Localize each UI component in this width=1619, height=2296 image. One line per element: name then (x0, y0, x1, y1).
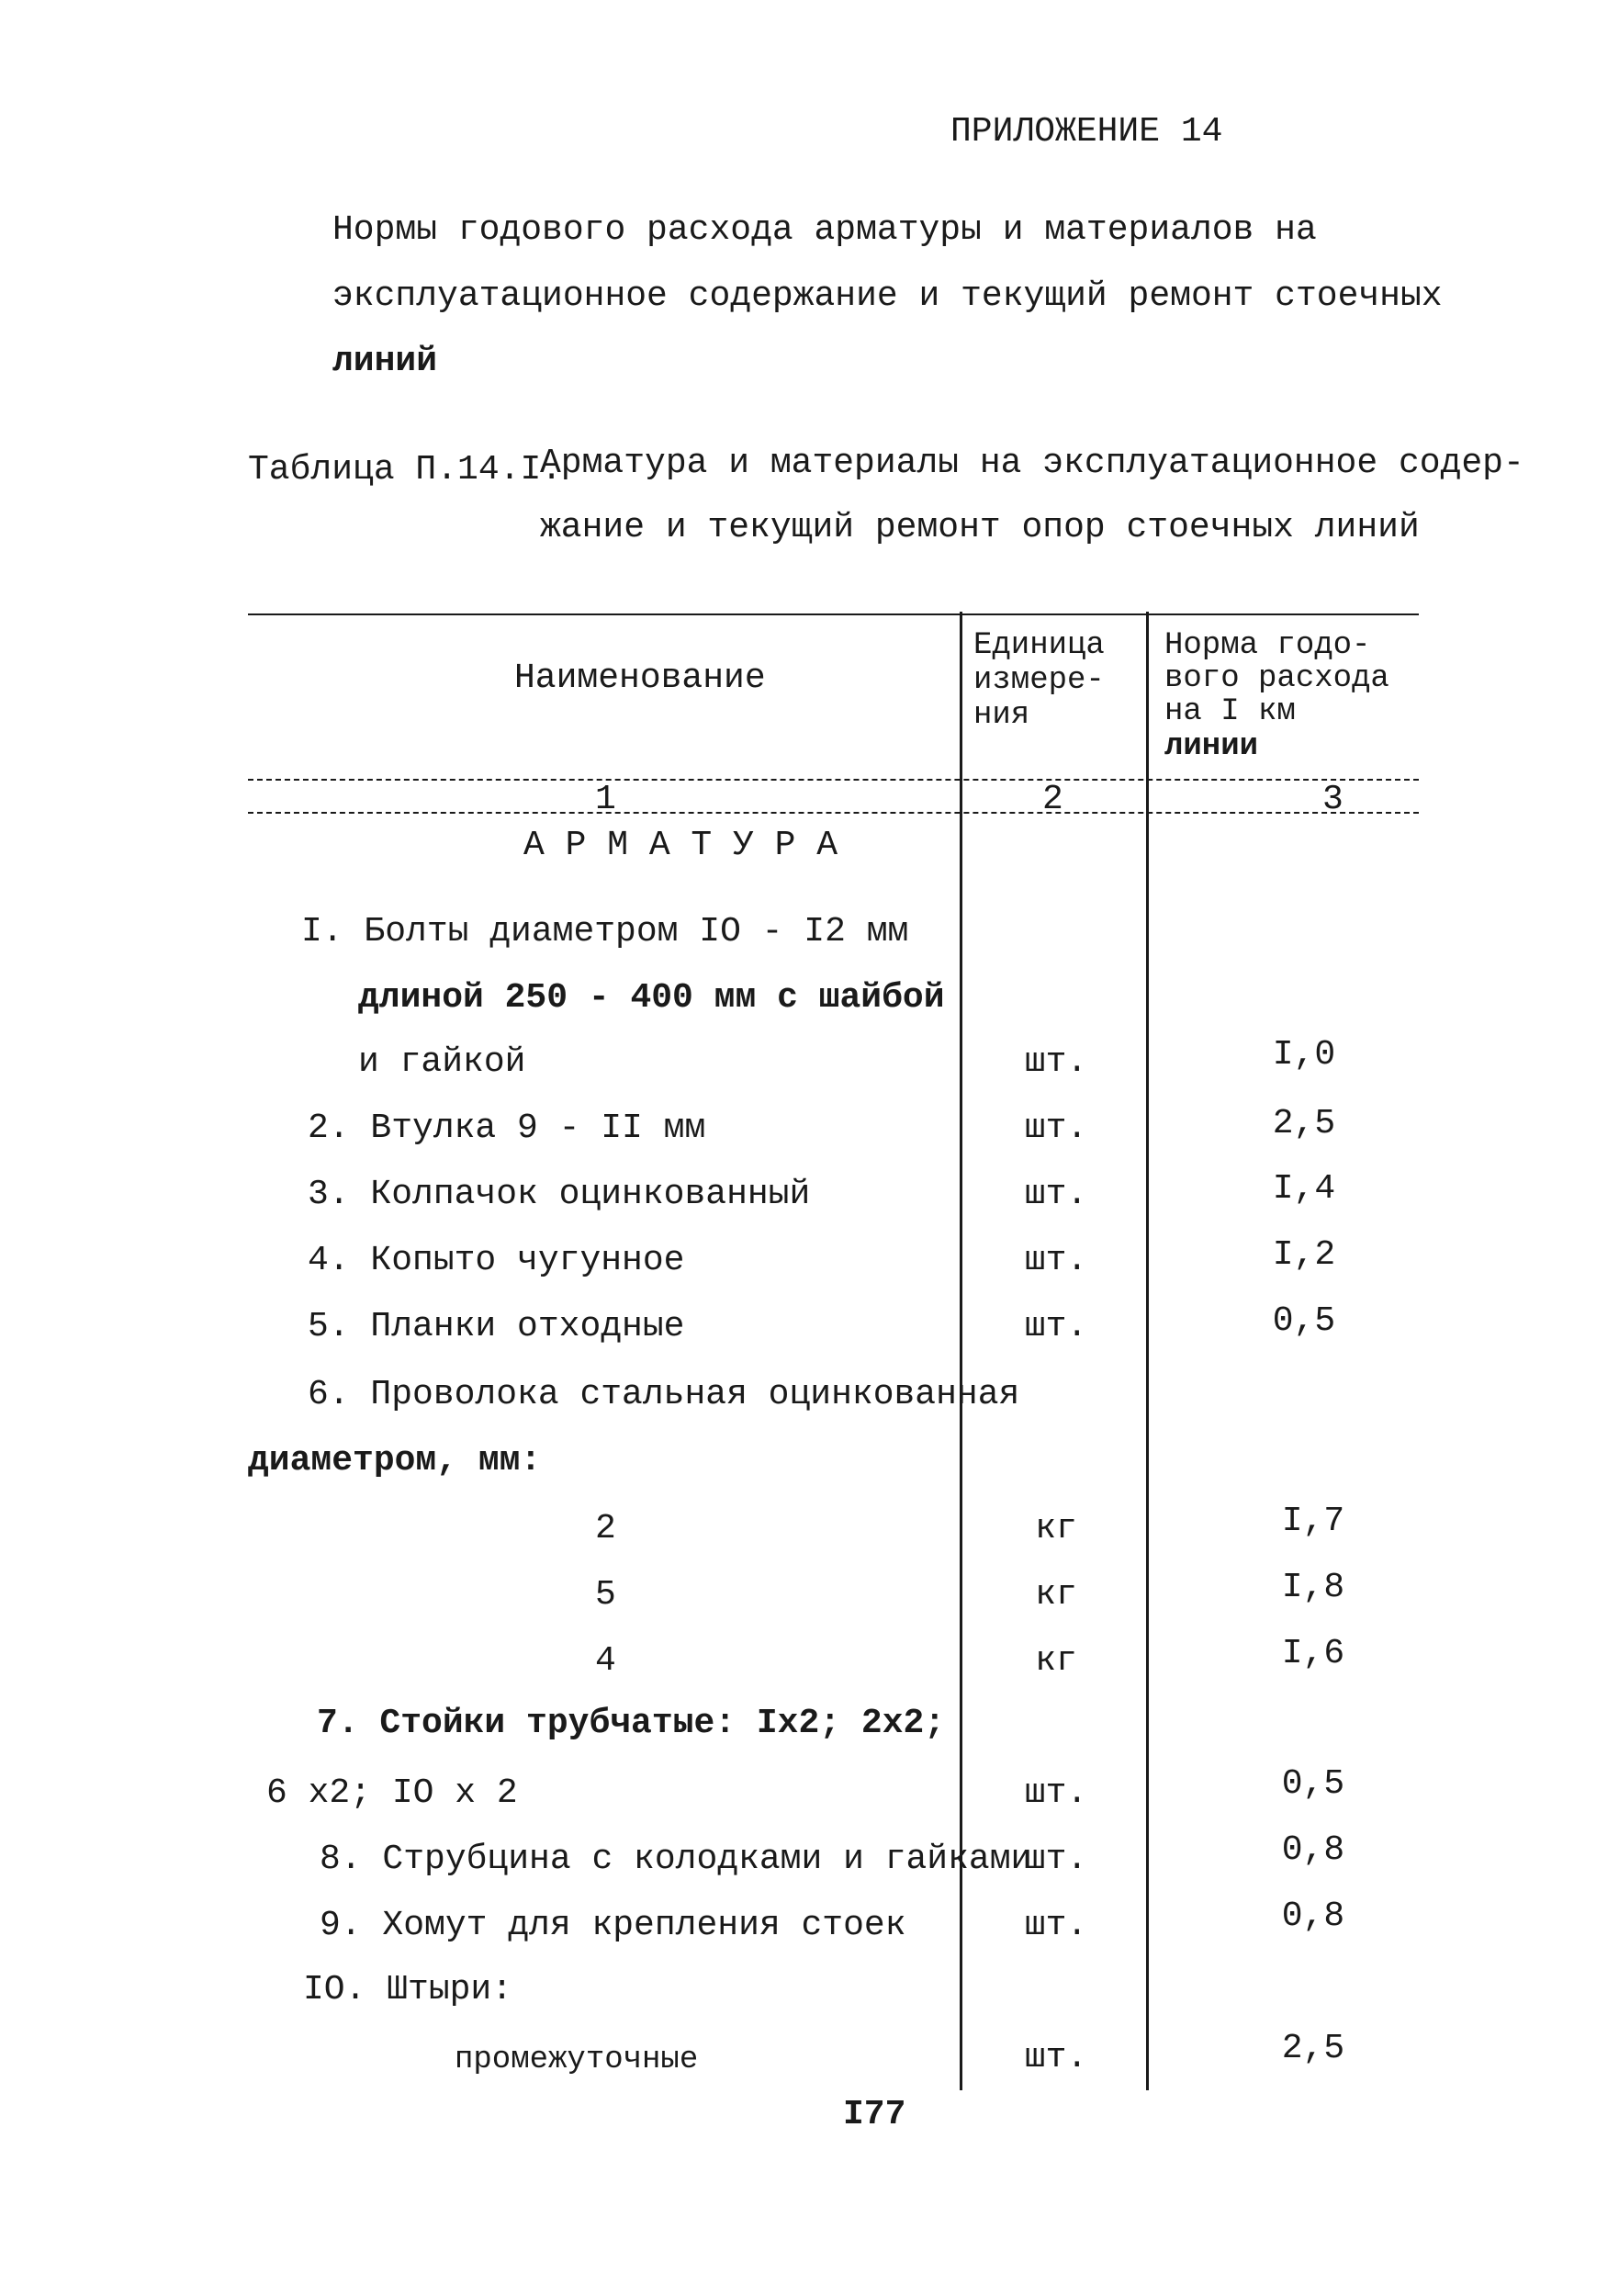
header-unit-line-2: измере- (973, 663, 1105, 698)
table-row-name: 3. Колпачок оцинкованный (308, 1175, 811, 1214)
table-row-norm: 0,8 (1281, 1896, 1345, 1936)
table-row-norm: I,6 (1281, 1634, 1345, 1673)
heading-line-1: Нормы годового расхода арматуры и материалов на (332, 210, 1317, 250)
heading-line-2: эксплуатационное содержание и текущий ремонт стоечных (332, 276, 1443, 316)
table-row-name: IO. Штыри: (303, 1970, 513, 2009)
header-unit-line-1: Единица (973, 628, 1105, 663)
table-row-name: 5. Планки отходные (308, 1307, 685, 1346)
table-row-norm: 2,5 (1281, 2029, 1345, 2068)
column-number-3: 3 (1322, 780, 1344, 819)
table-row-unit: шт. (1024, 1773, 1088, 1813)
header-norm-line-3: на I км (1164, 694, 1296, 729)
table-row-unit: шт. (1024, 1906, 1088, 1945)
table-row-unit: кг (1035, 1509, 1077, 1548)
table-colnum-rule (248, 812, 1419, 814)
header-unit-line-3: ния (973, 698, 1030, 733)
table-row-norm: 2,5 (1272, 1104, 1336, 1143)
table-row-unit: кг (1035, 1641, 1077, 1681)
table-row-name: 2. Втулка 9 - II мм (308, 1109, 706, 1148)
table-row-name: 2 (595, 1509, 616, 1548)
table-caption-line-1: Арматура и материалы на эксплуатационное содер- (540, 444, 1524, 483)
table-row-name: 5 (595, 1575, 616, 1615)
table-top-rule (248, 613, 1419, 615)
appendix-title: ПРИЛОЖЕНИЕ 14 (950, 112, 1223, 152)
table-row-name: и гайкой (358, 1042, 526, 1082)
table-header-rule (248, 779, 1419, 781)
header-name: Наименование (514, 658, 766, 698)
table-row-name: 6 х2; IO х 2 (266, 1773, 518, 1813)
table-row-norm: I,0 (1272, 1035, 1336, 1075)
column-number-1: 1 (595, 780, 616, 819)
table-row-norm: 0,5 (1272, 1301, 1336, 1341)
table-row-norm: I,4 (1272, 1169, 1336, 1209)
table-row-norm: I,2 (1272, 1235, 1336, 1275)
table-row-norm: I,8 (1281, 1568, 1345, 1607)
table-row-unit: кг (1035, 1575, 1077, 1615)
table-row-unit: шт. (1024, 1109, 1088, 1148)
table-row-name: 8. Струбцина с колодками и гайками (320, 1840, 1032, 1879)
table-caption-label: Таблица П.14.I. (248, 450, 563, 490)
table-row-unit: шт. (1024, 1042, 1088, 1082)
table-row-norm: 0,8 (1281, 1830, 1345, 1870)
table-row-name: 4. Копыто чугунное (308, 1241, 685, 1280)
table-row-name: диаметром, мм: (248, 1441, 542, 1480)
table-row-name: 6. Проволока стальная оцинкованная (308, 1375, 1020, 1414)
table-row-unit: шт. (1024, 2038, 1088, 2077)
table-row-name: промежуточные (455, 2043, 699, 2077)
table-row-name: 9. Хомут для крепления стоек (320, 1906, 906, 1945)
table-row-name: I. Болты диаметром IO - I2 мм (301, 912, 909, 951)
heading-line-3: линий (332, 342, 438, 381)
table-row-name: 7. Стойки трубчатые: Iх2; 2х2; (317, 1704, 946, 1743)
page-number: I77 (843, 2095, 906, 2134)
table-row-unit: шт. (1024, 1307, 1088, 1346)
table-row-unit: шт. (1024, 1241, 1088, 1280)
table-row-unit: шт. (1024, 1840, 1088, 1879)
header-norm-line-4: линии (1164, 729, 1259, 764)
table-row-norm: I,7 (1281, 1502, 1345, 1541)
table-row-norm: 0,5 (1281, 1764, 1345, 1804)
header-norm-line-2: вого расхода (1164, 661, 1389, 696)
table-row-name: длиной 250 - 400 мм с шайбой (358, 978, 945, 1018)
table-caption-line-2: жание и текущий ремонт опор стоечных линий (540, 508, 1420, 547)
table-row-unit: шт. (1024, 1175, 1088, 1214)
column-number-2: 2 (1042, 780, 1063, 819)
section-title: А Р М А Т У Р А (523, 826, 838, 865)
table-row-name: 4 (595, 1641, 616, 1681)
header-norm-line-1: Норма годо- (1164, 628, 1371, 663)
